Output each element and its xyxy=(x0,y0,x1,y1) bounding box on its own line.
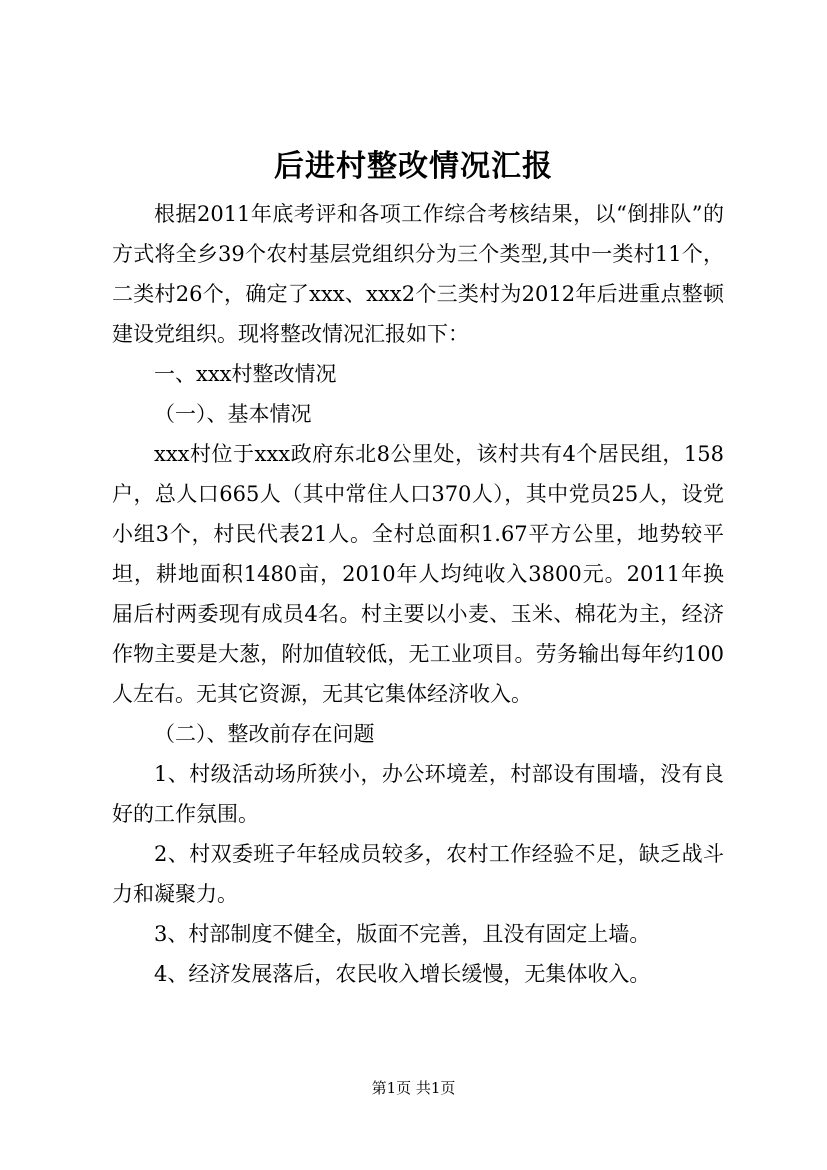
problem-item-1: 1、村级活动场所狭小，办公环境差，村部设有围墙，没有良好的工作氛围。 xyxy=(112,762,724,826)
document-body xyxy=(112,194,724,994)
subsection-heading-basic-info: （一）、基本情况 xyxy=(154,402,312,426)
problem-item-4: 4、经济发展落后，农民收入增长缓慢，无集体收入。 xyxy=(154,962,651,986)
paragraph-intro: 根据2011年底考评和各项工作综合考核结果，以“倒排队”的方式将全乡39个农村基层党组织分为三个类型,其中一类村11个，二类村26个，确定了xxx、xxx2个三类村为2012年后进重点整顿建设党组织。现将整改情况汇报如下： xyxy=(112,202,724,346)
subsection-heading-problems: （二）、整改前存在问题 xyxy=(154,722,375,746)
document-title: 后进村整改情况汇报 xyxy=(274,149,553,184)
problem-item-2: 2、村双委班子年轻成员较多，农村工作经验不足，缺乏战斗力和凝聚力。 xyxy=(112,842,724,906)
page-footer: 第1页 共1页 xyxy=(371,1079,456,1097)
paragraph-basic-info: xxx村位于xxx政府东北8公里处，该村共有4个居民组，158户，总人口665人（其中常住人口370人），其中党员25人，设党小组3个，村民代表21人。全村总面积1.67平方公里，地势较平坦，耕地面积1480亩，2010年人均纯收入3800元。2011年换届后村两委现有成员4名。村主要以小麦、玉米、棉花为主，经济作物主要是大葱，附加值较低，无工业项目。劳务输出每年约100人左右。无其它资源，无其它集体经济收入。 xyxy=(112,442,724,706)
section-heading-1: 一、xxx村整改情况 xyxy=(154,362,337,386)
problem-item-3: 3、村部制度不健全，版面不完善，且没有固定上墙。 xyxy=(154,922,651,946)
